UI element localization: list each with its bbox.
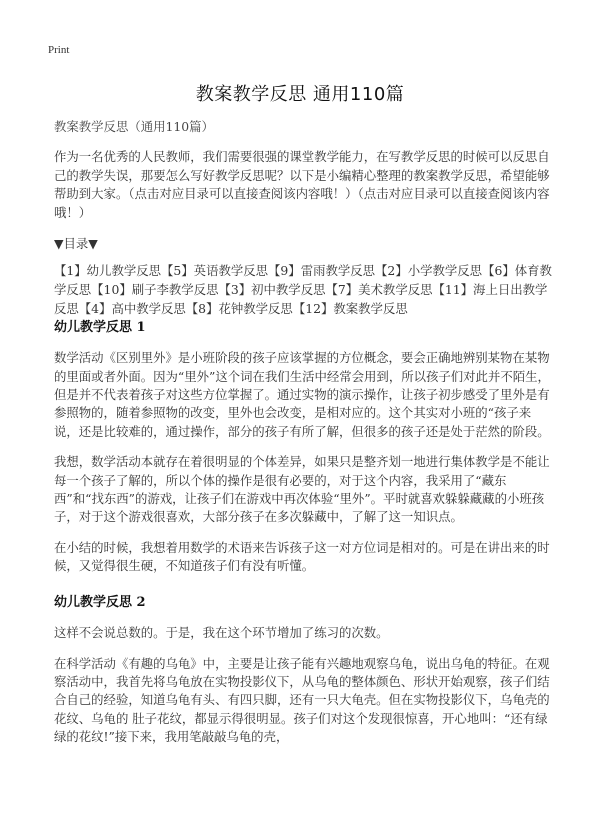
body-paragraph: 在小结的时候，我想着用数学的术语来告诉孩子这一对方位词是相对的。可是在讲出来的时候，又觉得很生硬，不知道孩子们有没有听懂。 [54, 539, 550, 574]
toc-item[interactable]: 【9】雷雨教学反思 [268, 263, 376, 279]
toc-item[interactable]: 【2】小学教学反思 [375, 263, 483, 279]
toc-item[interactable]: 【10】刷子李教学反思 [91, 282, 219, 298]
intro-paragraph: 作为一名优秀的人民教师，我们需要很强的课堂教学能力，在写教学反思的时候可以反思自己的教学失误，那要怎么写好教学反思呢？以下是小编精心整理的教案教学反思，希望能够帮助到大家。（点击对应目录可以直接查阅该内容哦！）（点击对应目录可以直接查阅该内容哦！） [54, 149, 550, 220]
body-paragraph: 数学活动《区别里外》是小班阶段的孩子应该掌握的方位概念，要会正确地辨别某物在某物的里面或者外面。因为“里外”这个词在我们生活中经常会用到，所以孩子们对此并不陌生，但是并不代表着孩子对这些方位掌握了。通过实物的演示操作，让孩子初步感受了里外是有参照物的，随着参照物的改变，里外也会改变，是相对应的。这个其实对小班的“孩子来说，还是比较难的，通过操作，部分的孩子有所了解，但很多的孩子还是处于茫然的阶段。 [54, 350, 550, 439]
table-of-contents [54, 262, 554, 318]
print-link[interactable]: Print [48, 44, 70, 56]
toc-item[interactable]: 【11】海上日出教学反思 [54, 282, 548, 317]
toc-heading: ▼目录▼ [54, 236, 98, 252]
section-heading: 幼儿教学反思 2 [54, 594, 146, 610]
body-paragraph: 这样不会说总数的。于是，我在这个环节增加了练习的次数。 [54, 625, 389, 641]
body-paragraph: 在科学活动《有趣的乌龟》中，主要是让孩子能有兴趣地观察乌龟，说出乌龟的特征。在观察活动中，我首先将乌龟放在实物投影仪下，从乌龟的整体颜色、形状开始观察，孩子们结合自己的经验，知道乌龟有头、有四只脚，还有一只大龟壳。但在实物投影仪下，乌龟壳的花纹、乌龟的 肚子花纹，都显示得很明显。孩子们对这个发现很惊喜，开心地叫：“还有绿绿的花纹!”接下来，我用笔敲敲乌龟的壳， [54, 655, 550, 745]
page-title: 教案教学反思 通用110篇 [195, 84, 405, 105]
section-heading: 幼儿教学反思 1 [54, 319, 146, 335]
toc-item[interactable]: 【4】高中教学反思 [78, 301, 186, 317]
body-paragraph: 我想，数学活动本就存在着很明显的个体差异，如果只是整齐划一地进行集体教学是不能让每一个孩子了解的，所以个体的操作是很有必要的，对于这个内容，我采用了“藏东西”和“找东西”的游戏，让孩子们在游戏中再次体验“里外”。平时就喜欢躲躲藏藏的小班孩子，对于这个游戏很喜欢，大部分孩子在多次躲藏中，了解了这一知识点。 [54, 454, 550, 525]
toc-item[interactable]: 【1】幼儿教学反思 [54, 263, 162, 279]
toc-item[interactable]: 【6】体育教学反思 [54, 263, 552, 298]
document-subtitle: 教案教学反思（通用110篇） [54, 119, 214, 134]
toc-item[interactable]: 【3】初中教学反思 [218, 282, 326, 298]
toc-item[interactable]: 【7】美术教学反思 [325, 282, 433, 298]
toc-item[interactable]: 【5】英语教学反思 [161, 263, 269, 279]
toc-item[interactable]: 【8】花钟教学反思 [185, 301, 293, 317]
document-body [54, 118, 554, 747]
toc-item[interactable]: 【12】教案教学反思 [292, 301, 408, 317]
